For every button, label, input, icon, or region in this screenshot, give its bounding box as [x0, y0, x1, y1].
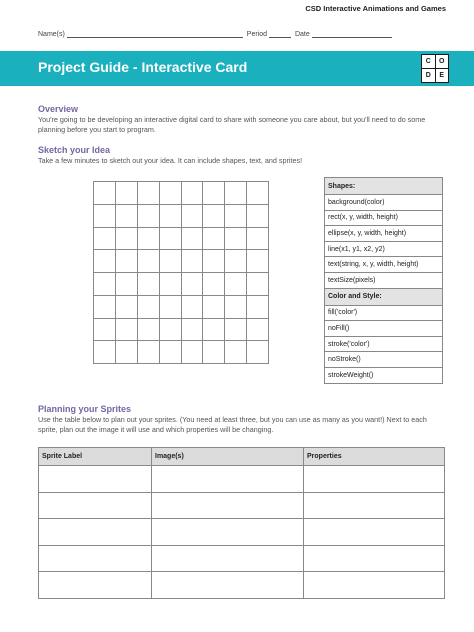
sketch-text: Take a few minutes to sketch out your idea. It can include shapes, text, and sprites! — [38, 156, 303, 165]
sketch-cell[interactable] — [94, 227, 116, 250]
sketch-cell[interactable] — [94, 295, 116, 318]
sketch-cell[interactable] — [159, 250, 181, 273]
sketch-cell[interactable] — [137, 295, 159, 318]
sketch-cell[interactable] — [247, 273, 269, 296]
sketch-cell[interactable] — [247, 182, 269, 205]
sketch-cell[interactable] — [181, 273, 203, 296]
name-period-date-row — [38, 29, 394, 38]
name-blank[interactable] — [67, 29, 243, 38]
sprite-image-cell[interactable] — [152, 492, 304, 519]
sketch-cell[interactable] — [94, 204, 116, 227]
shape-item: text(string, x, y, width, height) — [325, 257, 443, 273]
sketch-cell[interactable] — [225, 341, 247, 364]
sketch-cell[interactable] — [159, 204, 181, 227]
planning-heading: Planning your Sprites — [38, 404, 132, 414]
sketch-cell[interactable] — [203, 250, 225, 273]
color-item: fill('color') — [325, 305, 443, 321]
date-label: Date — [294, 31, 310, 38]
sketch-cell[interactable] — [137, 250, 159, 273]
sketch-cell[interactable] — [94, 273, 116, 296]
color-item: noStroke() — [325, 352, 443, 368]
logo-letter: E — [436, 69, 449, 82]
table-row — [39, 519, 445, 546]
sketch-cell[interactable] — [115, 273, 137, 296]
logo-letter: C — [422, 55, 435, 68]
reference-table — [324, 177, 443, 384]
name-label: Name(s) — [38, 31, 65, 38]
sketch-cell[interactable] — [225, 250, 247, 273]
sketch-cell[interactable] — [137, 227, 159, 250]
sketch-cell[interactable] — [181, 295, 203, 318]
course-title: CSD Interactive Animations and Games — [305, 4, 446, 13]
sketch-cell[interactable] — [203, 341, 225, 364]
sketch-cell[interactable] — [181, 341, 203, 364]
planning-text: Use the table below to plan out your sprites. (You need at least three, but you can use as many as you want!) Next to each sprite, plan out the image it will use and which properties will be changing. — [38, 415, 427, 434]
sprite-planning-table — [38, 447, 445, 599]
table-row — [39, 572, 445, 599]
column-header: Image(s) — [152, 448, 304, 466]
overview-text: You're going to be developing an interactive digital card to share with someone you care about, but you'll need to do some planning before you start to program. — [38, 115, 426, 134]
sketch-cell[interactable] — [115, 295, 137, 318]
sketch-cell[interactable] — [137, 341, 159, 364]
sketch-cell[interactable] — [203, 318, 225, 341]
sketch-cell[interactable] — [137, 318, 159, 341]
sketch-cell[interactable] — [94, 182, 116, 205]
sketch-cell[interactable] — [247, 295, 269, 318]
sprite-properties-cell[interactable] — [304, 466, 445, 493]
sketch-cell[interactable] — [203, 182, 225, 205]
shape-item: background(color) — [325, 195, 443, 211]
sprite-properties-cell[interactable] — [304, 572, 445, 599]
sprite-image-cell[interactable] — [152, 466, 304, 493]
sprite-label-cell[interactable] — [39, 466, 152, 493]
table-row — [39, 492, 445, 519]
sketch-grid[interactable] — [93, 181, 269, 364]
shapes-header: Shapes: — [325, 178, 443, 195]
sketch-cell[interactable] — [225, 204, 247, 227]
sketch-cell[interactable] — [247, 341, 269, 364]
sketch-cell[interactable] — [159, 227, 181, 250]
sketch-cell[interactable] — [181, 182, 203, 205]
sprite-properties-cell[interactable] — [304, 519, 445, 546]
shape-item: textSize(pixels) — [325, 272, 443, 288]
sprite-label-cell[interactable] — [39, 545, 152, 572]
shape-item: rect(x, y, width, height) — [325, 210, 443, 226]
sketch-cell[interactable] — [203, 204, 225, 227]
sketch-cell[interactable] — [225, 318, 247, 341]
sketch-cell[interactable] — [203, 227, 225, 250]
sketch-cell[interactable] — [181, 250, 203, 273]
period-blank[interactable] — [269, 29, 291, 38]
logo-letter: D — [422, 69, 435, 82]
sketch-cell[interactable] — [115, 250, 137, 273]
color-item: strokeWeight() — [325, 367, 443, 383]
shape-item: ellipse(x, y, width, height) — [325, 226, 443, 242]
sketch-cell[interactable] — [225, 227, 247, 250]
sprite-image-cell[interactable] — [152, 545, 304, 572]
sketch-cell[interactable] — [247, 204, 269, 227]
overview-heading: Overview — [38, 104, 79, 114]
sprite-properties-cell[interactable] — [304, 545, 445, 572]
sketch-cell[interactable] — [203, 273, 225, 296]
sketch-cell[interactable] — [181, 204, 203, 227]
code-logo — [421, 54, 449, 83]
sketch-cell[interactable] — [225, 295, 247, 318]
column-header: Properties — [304, 448, 445, 466]
sketch-cell[interactable] — [159, 318, 181, 341]
sketch-cell[interactable] — [247, 227, 269, 250]
sketch-cell[interactable] — [247, 250, 269, 273]
logo-letter: O — [436, 55, 449, 68]
sketch-cell[interactable] — [137, 273, 159, 296]
sprite-label-cell[interactable] — [39, 572, 152, 599]
period-label: Period — [246, 31, 268, 38]
sketch-cell[interactable] — [115, 204, 137, 227]
table-row — [39, 466, 445, 493]
table-row — [39, 545, 445, 572]
sketch-cell[interactable] — [159, 295, 181, 318]
sketch-cell[interactable] — [159, 341, 181, 364]
sketch-cell[interactable] — [94, 250, 116, 273]
column-header: Sprite Label — [39, 448, 152, 466]
sketch-cell[interactable] — [137, 182, 159, 205]
color-item: noFill() — [325, 321, 443, 337]
table-header-row — [39, 448, 445, 466]
color-item: stroke('color') — [325, 336, 443, 352]
sketch-cell[interactable] — [225, 273, 247, 296]
page-title: Project Guide - Interactive Card — [38, 59, 248, 75]
sketch-cell[interactable] — [159, 182, 181, 205]
sprite-label-cell[interactable] — [39, 492, 152, 519]
sketch-cell[interactable] — [225, 182, 247, 205]
sketch-cell[interactable] — [247, 318, 269, 341]
shape-item: line(x1, y1, x2, y2) — [325, 241, 443, 257]
sketch-cell[interactable] — [115, 318, 137, 341]
title-banner — [0, 51, 474, 86]
sketch-cell[interactable] — [115, 182, 137, 205]
sketch-cell[interactable] — [94, 341, 116, 364]
sketch-cell[interactable] — [137, 204, 159, 227]
sprite-image-cell[interactable] — [152, 519, 304, 546]
sketch-cell[interactable] — [203, 295, 225, 318]
sketch-cell[interactable] — [159, 273, 181, 296]
sketch-cell[interactable] — [94, 318, 116, 341]
sketch-cell[interactable] — [115, 227, 137, 250]
sprite-label-cell[interactable] — [39, 519, 152, 546]
sketch-heading: Sketch your Idea — [38, 145, 111, 155]
sprite-image-cell[interactable] — [152, 572, 304, 599]
sketch-cell[interactable] — [181, 227, 203, 250]
color-style-header: Color and Style: — [325, 288, 443, 305]
sketch-cell[interactable] — [181, 318, 203, 341]
sprite-properties-cell[interactable] — [304, 492, 445, 519]
sketch-cell[interactable] — [115, 341, 137, 364]
date-blank[interactable] — [312, 29, 392, 38]
